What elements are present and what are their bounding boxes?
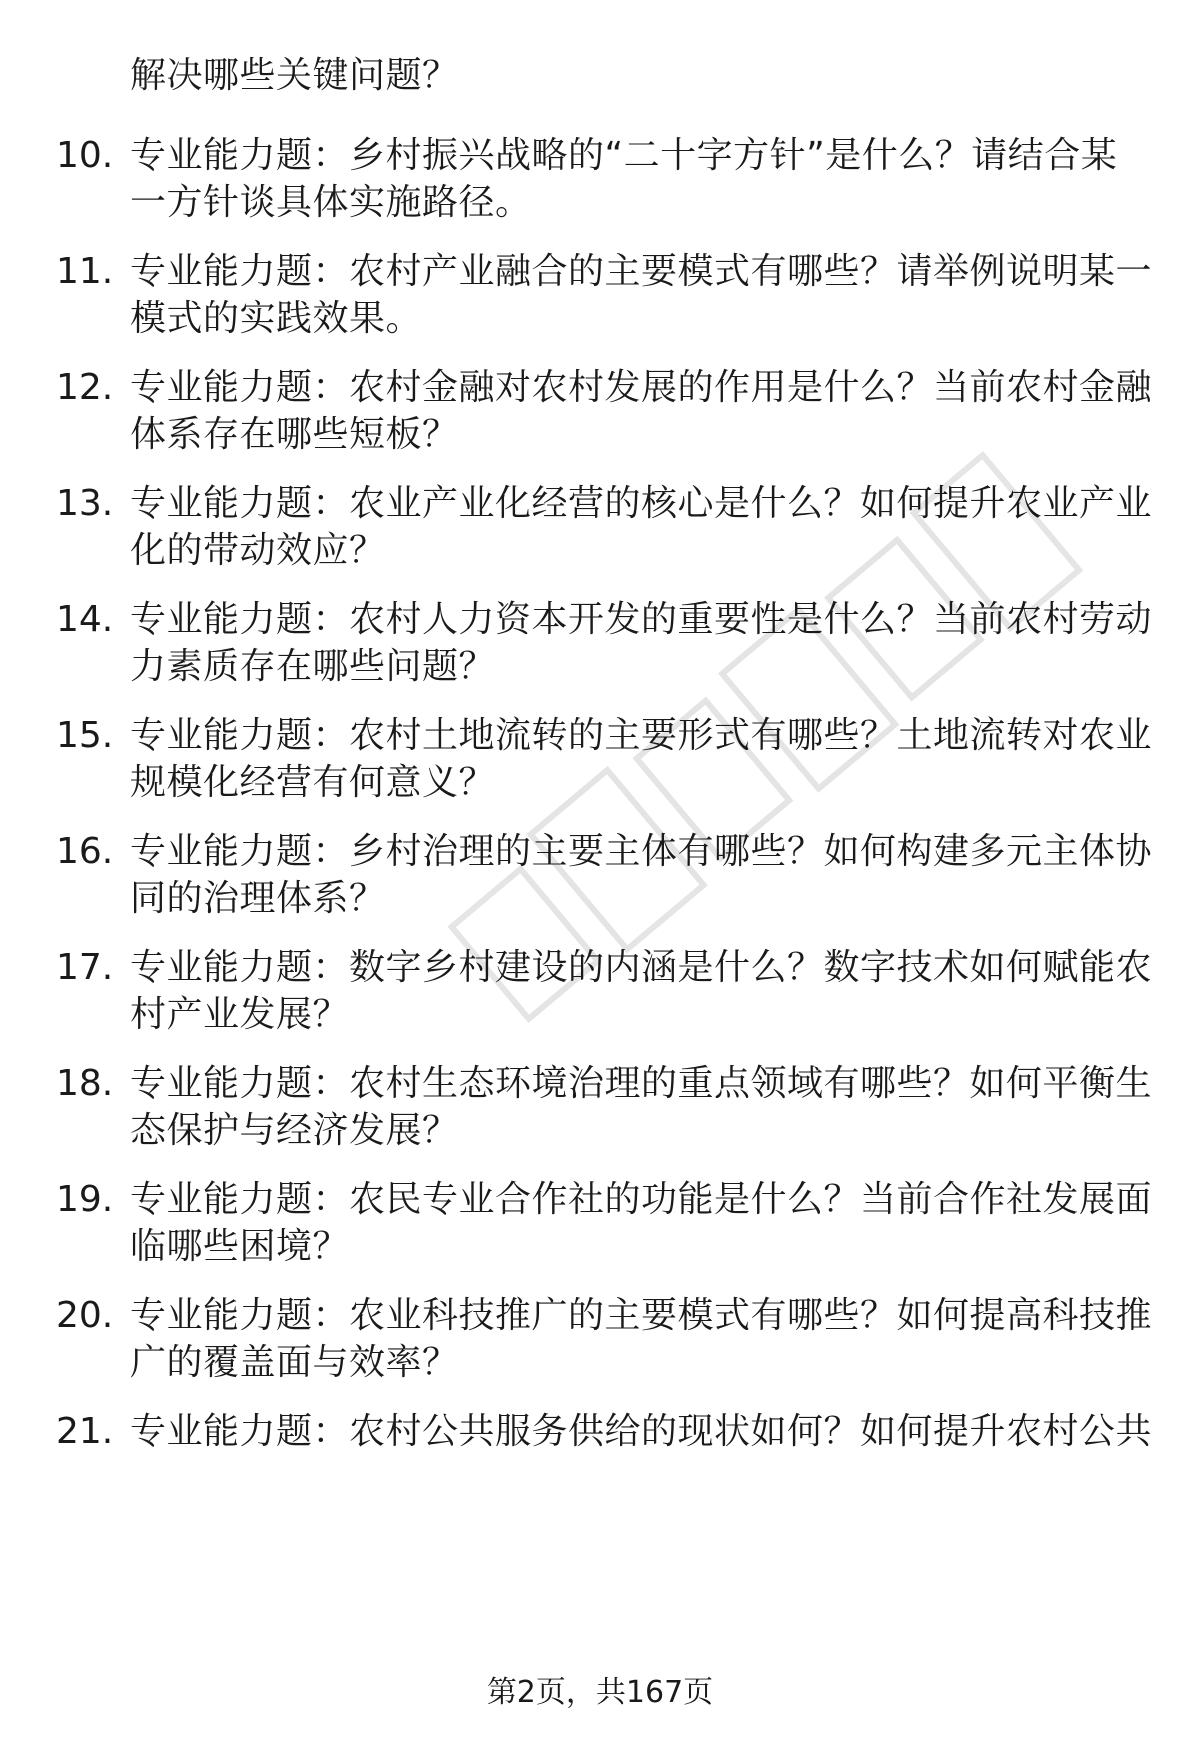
question-text-continuation: 广的覆盖面与效率？ <box>130 1342 459 1383</box>
question-text-continuation: 态保护与经济发展？ <box>130 1110 459 1151</box>
question-number: 10. <box>56 135 114 176</box>
question-text: 专业能力题：数字乡村建设的内涵是什么？数字技术如何赋能农 <box>130 947 1153 988</box>
question-text-continuation: 化的带动效应？ <box>130 530 386 571</box>
page-footer: 第2页，共167页 <box>486 1675 714 1710</box>
question-number: 13. <box>56 483 114 524</box>
question-text: 专业能力题：农民专业合作社的功能是什么？当前合作社发展面 <box>130 1179 1153 1220</box>
question-text-continuation: 临哪些困境？ <box>130 1226 350 1267</box>
question-text-continuation: 解决哪些关键问题？ <box>130 55 459 96</box>
question-number: 15. <box>56 715 114 756</box>
question-text: 专业能力题：农村产业融合的主要模式有哪些？请举例说明某一 <box>130 251 1153 292</box>
question-number: 20. <box>56 1295 114 1336</box>
question-text-continuation: 同的治理体系？ <box>130 878 386 919</box>
question-number: 11. <box>56 251 114 292</box>
question-text-continuation: 体系存在哪些短板？ <box>130 414 459 455</box>
question-text-continuation: 规模化经营有何意义？ <box>130 762 496 803</box>
question-text-continuation: 一方针谈具体实施路径。 <box>130 182 532 223</box>
question-number: 18. <box>56 1063 114 1104</box>
question-text: 专业能力题：农村公共服务供给的现状如何？如何提升农村公共 <box>130 1411 1153 1452</box>
question-text: 专业能力题：农村土地流转的主要形式有哪些？土地流转对农业 <box>130 715 1153 756</box>
question-text-continuation: 模式的实践效果。 <box>130 298 423 339</box>
question-number: 14. <box>56 599 114 640</box>
question-text: 专业能力题：农村人力资本开发的重要性是什么？当前农村劳动 <box>130 599 1153 640</box>
question-number: 12. <box>56 367 114 408</box>
question-text: 专业能力题：农村金融对农村发展的作用是什么？当前农村金融 <box>130 367 1153 408</box>
question-text: 专业能力题：农业产业化经营的核心是什么？如何提升农业产业 <box>130 483 1153 524</box>
question-number: 16. <box>56 831 114 872</box>
question-number: 21. <box>56 1411 114 1452</box>
question-text-continuation: 力素质存在哪些问题？ <box>130 646 496 687</box>
question-text: 专业能力题：乡村振兴战略的“二十字方针”是什么？请结合某 <box>130 135 1118 176</box>
question-text: 专业能力题：乡村治理的主要主体有哪些？如何构建多元主体协 <box>130 831 1153 872</box>
question-text: 专业能力题：农村生态环境治理的重点领域有哪些？如何平衡生 <box>130 1063 1153 1104</box>
question-text-continuation: 村产业发展？ <box>130 994 350 1035</box>
question-number: 17. <box>56 947 114 988</box>
question-number: 19. <box>56 1179 114 1220</box>
question-text: 专业能力题：农业科技推广的主要模式有哪些？如何提高科技推 <box>130 1295 1153 1336</box>
